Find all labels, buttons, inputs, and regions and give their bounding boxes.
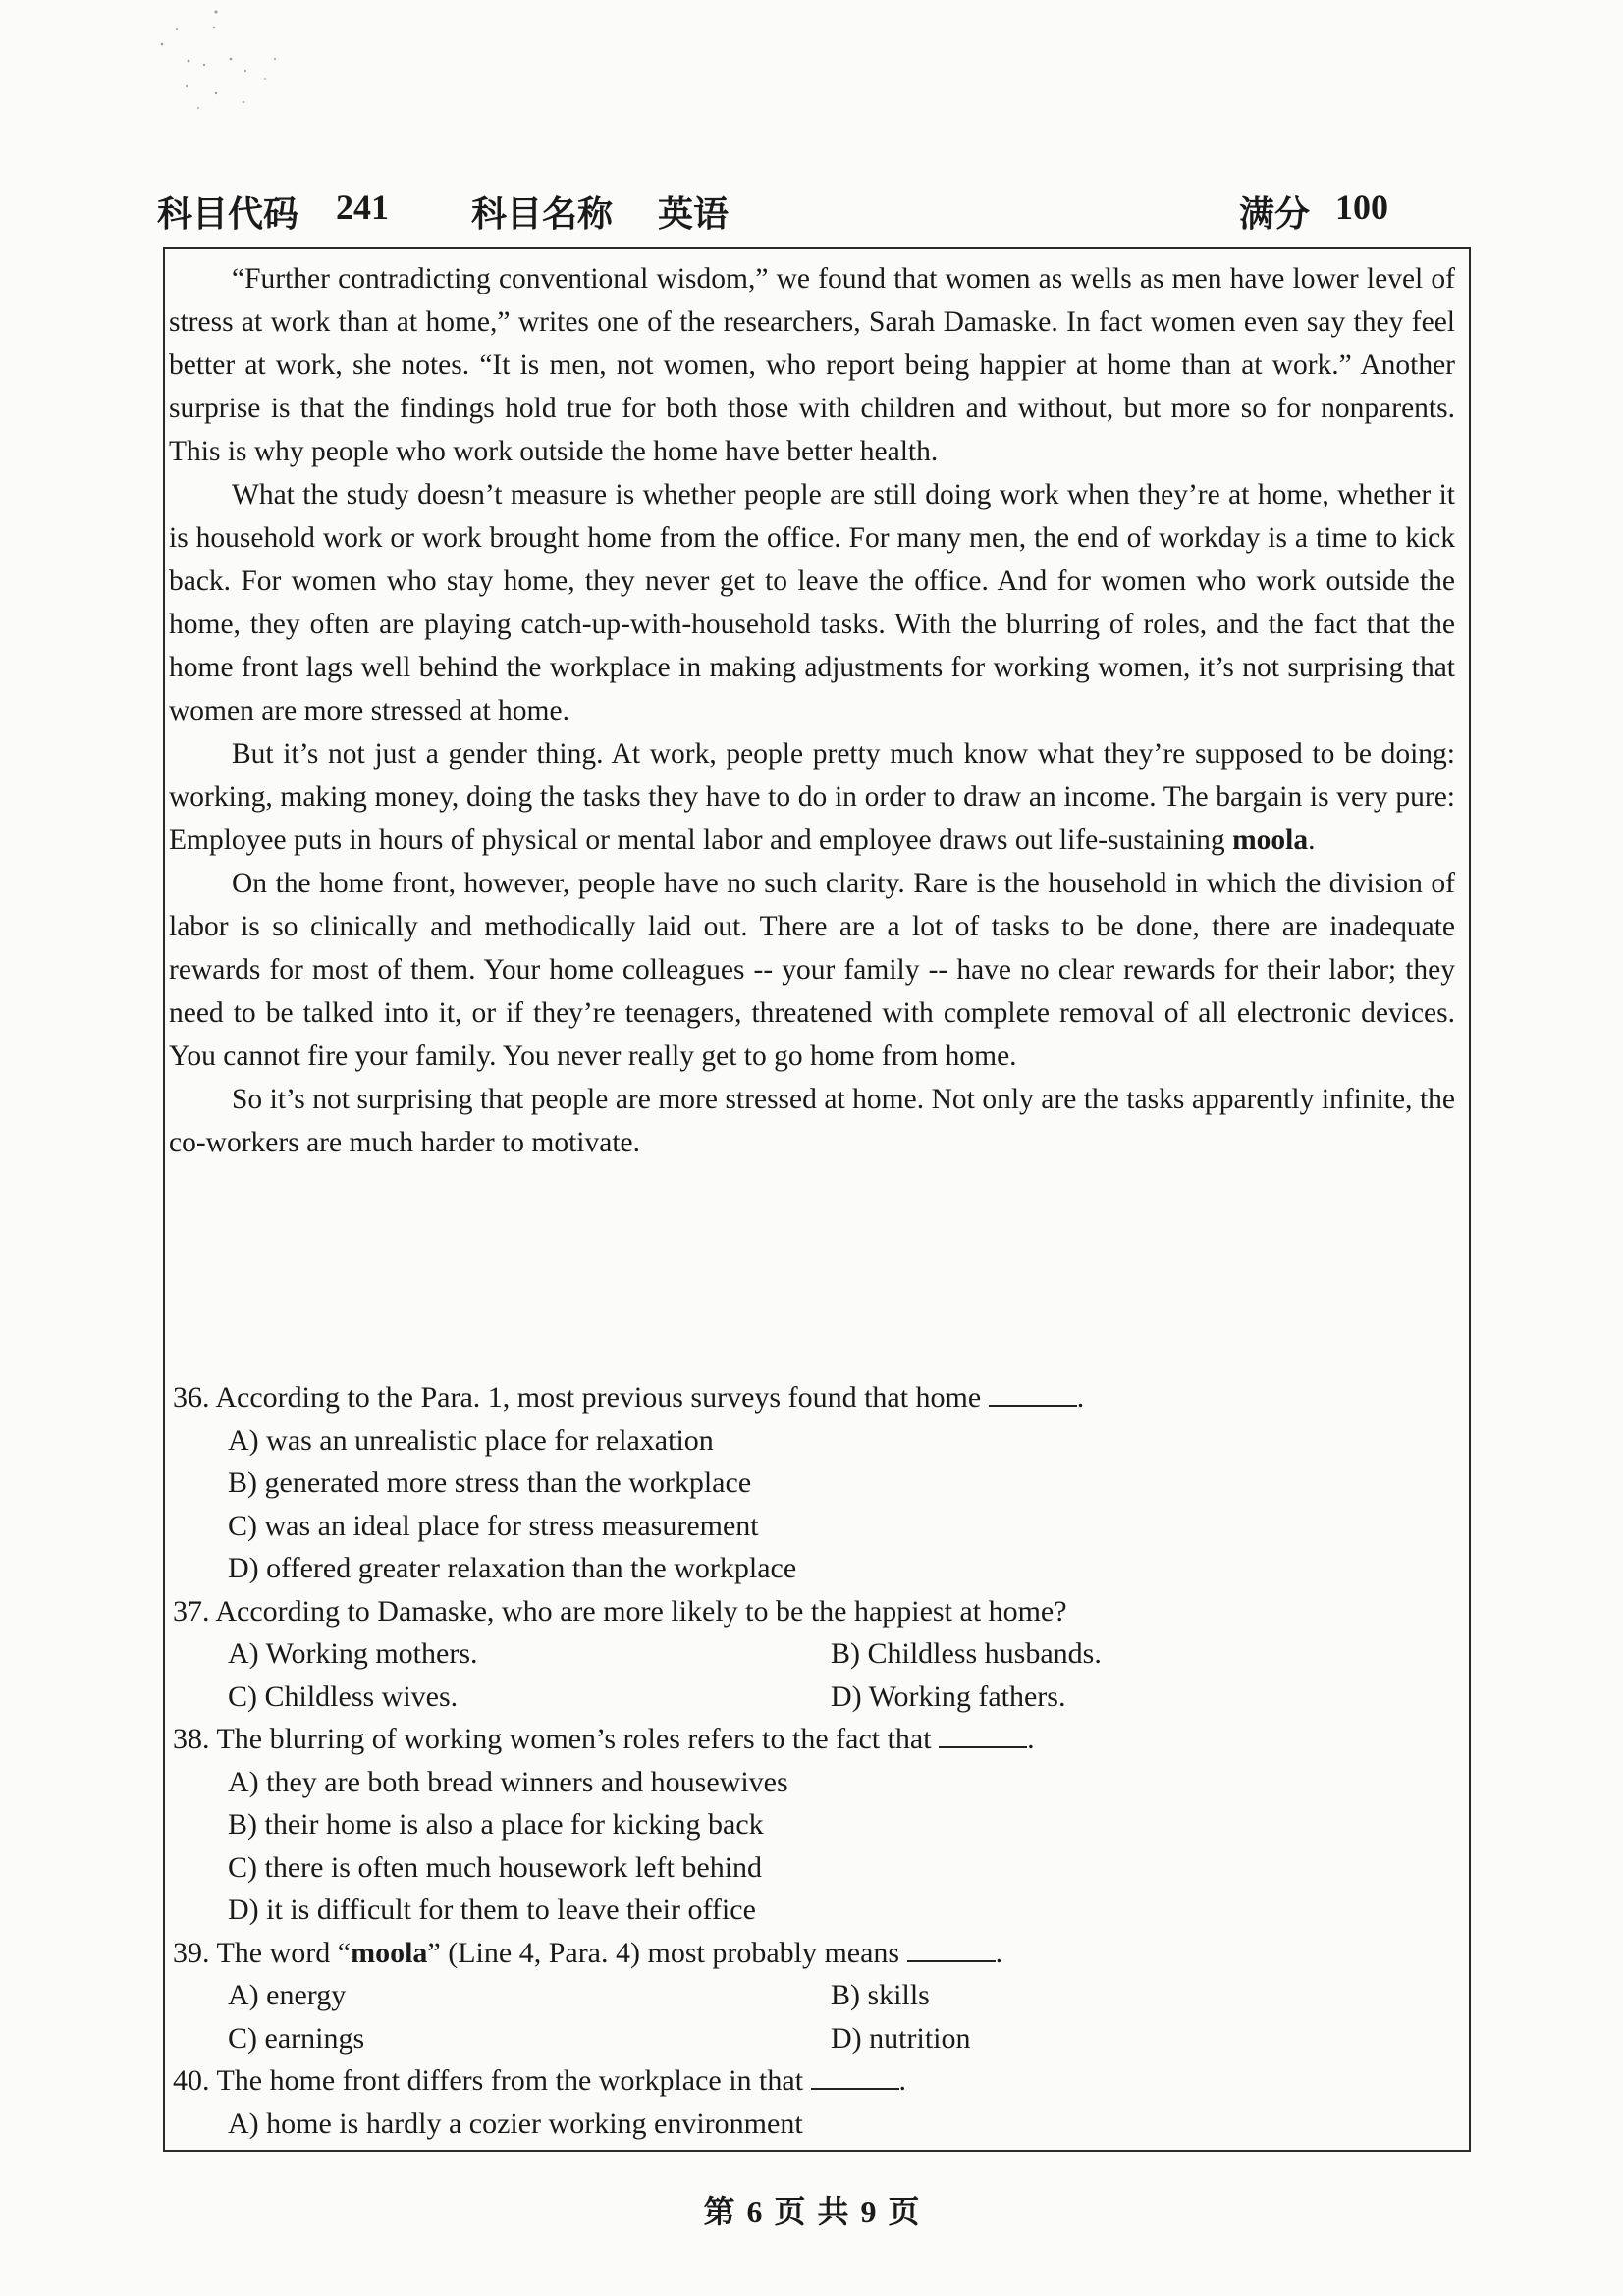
question-39 [173, 1932, 1449, 2060]
option-d: D) it is difficult for them to leave their office [228, 1894, 756, 1926]
option-a: A) home is hardly a cozier working environment [228, 2107, 803, 2140]
page-footer: 第 6 页 共 9 页 [703, 2194, 920, 2229]
subject-name-label: 科目名称 [471, 194, 614, 234]
option-c: C) earnings [228, 2021, 365, 2055]
question-38 [173, 1718, 1449, 1932]
passage-paragraph-1: “Further contradicting conventional wisdom,” we found that women as wells as men have lower level of stress at work than at home,” writes one of the researchers, Sarah Damaske. In fact women even say they feel better at work, she notes. “It is men, not women, who report being happier at home than at work.” Another surprise is that the findings hold true for both those with children and without, but more so for nonparents. This is why people who work outside the home have better health. [169, 263, 1455, 467]
option-a: A) Working mothers. [228, 1637, 478, 1670]
option-a: A) they are both bread winners and housewives [228, 1765, 788, 1798]
answer-blank [989, 1404, 1077, 1407]
option-d: D) Working fathers. [831, 1680, 1066, 1713]
question-stem: 39. The word “moola” (Line 4, Para. 4) most probably means . [173, 1936, 1003, 1969]
option-a: A) was an unrealistic place for relaxation [228, 1423, 714, 1457]
passage-paragraph-2: What the study doesn’t measure is whether people are still doing work when they’re at home, whether it is household work or work brought home from the office. For many men, the end of workday is a time to kick back. For women who stay home, they never get to leave the office. And for women who work outside the home, they often are playing catch-up-with-household tasks. With the blurring of roles, and the fact that the home front lags well behind the workplace in making adjustments for working women, it’s not surprising that women are more stressed at home. [169, 479, 1455, 726]
answer-blank [811, 2087, 899, 2090]
question-37 [173, 1590, 1449, 1719]
reading-passage [169, 257, 1455, 1164]
option-d: D) nutrition [831, 2021, 971, 2055]
subject-code: 241 [336, 187, 389, 227]
passage-paragraph-3: But it’s not just a gender thing. At work, people pretty much know what they’re supposed to be doing: working, making money, doing the tasks they have to do in order to draw an income. The bargain is very pure: Employee puts in hours of physical or mental labor and employee draws out life-sustaining moola. [169, 738, 1455, 856]
page-total: 9 [860, 2194, 877, 2229]
option-a: A) energy [228, 1979, 347, 2011]
answer-blank [907, 1959, 996, 1962]
question-stem: 36. According to the Para. 1, most previous surveys found that home . [173, 1381, 1085, 1414]
question-list [173, 1376, 1449, 2145]
answer-blank [939, 1745, 1027, 1748]
option-c: C) Childless wives. [228, 1680, 459, 1713]
option-b: B) generated more stress than the workplace [228, 1467, 752, 1499]
option-c: C) there is often much housework left behind [228, 1850, 763, 1884]
page-number: 6 [746, 2194, 763, 2229]
full-score-label: 满分 [1239, 194, 1311, 234]
option-b: B) Childless husbands. [831, 1637, 1102, 1670]
question-stem: 38. The blurring of working women’s roles refers to the fact that . [173, 1723, 1035, 1755]
subject-name: 英语 [658, 194, 730, 234]
option-b: B) skills [831, 1979, 930, 2011]
question-stem: 37. According to Damaske, who are more likely to be the happiest at home? [173, 1594, 1067, 1628]
highlighted-word: moola [351, 1936, 428, 1969]
exam-header [157, 187, 1404, 236]
passage-paragraph-5: So it’s not surprising that people are more stressed at home. Not only are the tasks apparently infinite, the co-workers are much harder to motivate. [169, 1084, 1455, 1158]
highlighted-word: moola [1232, 825, 1309, 856]
full-score: 100 [1335, 187, 1388, 227]
scan-noise [157, 0, 383, 128]
question-stem: 40. The home front differs from the workplace in that . [173, 2064, 907, 2097]
question-36 [173, 1376, 1449, 1590]
subject-code-label: 科目代码 [157, 194, 299, 234]
option-d: D) offered greater relaxation than the workplace [228, 1552, 797, 1584]
question-40 [173, 2059, 1449, 2145]
passage-paragraph-4: On the home front, however, people have no such clarity. Rare is the household in which the division of labor is so clinically and methodically laid out. There are a lot of tasks to be done, there are inadequate rewards for most of them. Your home colleagues -- your family -- have no clear rewards for their labor; they need to be talked into it, or if they’re teenagers, threatened with complete removal of all electronic devices. You cannot fire your family. You never really get to go home from home. [169, 868, 1455, 1072]
option-b: B) their home is also a place for kicking back [228, 1808, 764, 1841]
option-c: C) was an ideal place for stress measurement [228, 1509, 759, 1542]
